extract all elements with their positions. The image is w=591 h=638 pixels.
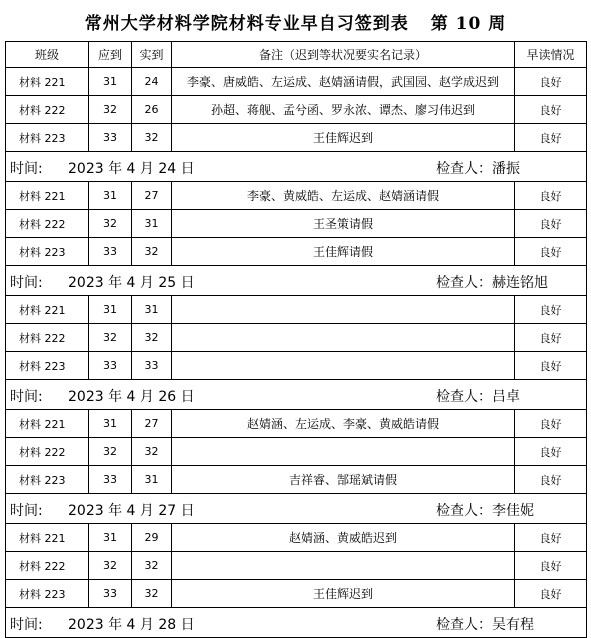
table-row xyxy=(6,438,587,466)
date-row xyxy=(6,494,587,524)
time-label: 时间: xyxy=(10,503,43,519)
table-row xyxy=(6,352,587,380)
expected-count-cell: 31 xyxy=(89,182,132,210)
actual-count-cell: 27 xyxy=(132,182,172,210)
time-label: 时间: xyxy=(10,617,43,633)
status-cell: 良好 xyxy=(515,296,587,324)
inspector-text: 检查人：赫连铭旭 xyxy=(436,275,548,291)
expected-count-cell: 32 xyxy=(89,96,132,124)
table-row xyxy=(6,124,587,152)
sheet-title: 常州大学材料学院材料专业早自习签到表 xyxy=(84,13,409,34)
table-row xyxy=(6,96,587,124)
note-cell: 李豪、黄威皓、左运成、赵婧涵请假 xyxy=(172,182,515,210)
expected-count-cell: 33 xyxy=(89,466,132,494)
table-row xyxy=(6,296,587,324)
expected-count-cell: 32 xyxy=(89,210,132,238)
date-text: 2023 年 4 月 28 日 xyxy=(68,617,195,633)
actual-count-cell: 32 xyxy=(132,552,172,580)
date-text: 2023 年 4 月 25 日 xyxy=(68,275,195,291)
date-text: 2023 年 4 月 24 日 xyxy=(68,161,195,177)
table-row xyxy=(6,410,587,438)
inspector-text: 检查人：吕卓 xyxy=(436,389,520,405)
status-cell: 良好 xyxy=(515,182,587,210)
actual-count-cell: 33 xyxy=(132,352,172,380)
class-cell: 材料 221 xyxy=(6,296,89,324)
expected-count-cell: 33 xyxy=(89,580,132,608)
status-cell: 良好 xyxy=(515,580,587,608)
status-cell: 良好 xyxy=(515,68,587,96)
class-cell: 材料 223 xyxy=(6,124,89,152)
expected-count-cell: 32 xyxy=(89,552,132,580)
expected-count-cell: 31 xyxy=(89,524,132,552)
header-expected: 应到 xyxy=(89,42,132,68)
table-row xyxy=(6,524,587,552)
week-label: 第 10 周 xyxy=(430,13,507,34)
class-cell: 材料 221 xyxy=(6,410,89,438)
note-cell xyxy=(172,296,515,324)
expected-count-cell: 32 xyxy=(89,324,132,352)
status-cell: 良好 xyxy=(515,410,587,438)
class-cell: 材料 223 xyxy=(6,238,89,266)
actual-count-cell: 32 xyxy=(132,238,172,266)
table-row xyxy=(6,552,587,580)
class-cell: 材料 222 xyxy=(6,96,89,124)
date-cell xyxy=(6,494,587,524)
note-cell: 赵婧涵、左运成、李豪、黄威皓请假 xyxy=(172,410,515,438)
note-cell xyxy=(172,438,515,466)
note-cell xyxy=(172,552,515,580)
date-cell xyxy=(6,380,587,410)
attendance-table xyxy=(5,41,587,638)
status-cell: 良好 xyxy=(515,438,587,466)
class-cell: 材料 221 xyxy=(6,182,89,210)
actual-count-cell: 27 xyxy=(132,410,172,438)
actual-count-cell: 32 xyxy=(132,124,172,152)
table-row xyxy=(6,68,587,96)
expected-count-cell: 33 xyxy=(89,352,132,380)
actual-count-cell: 31 xyxy=(132,466,172,494)
class-cell: 材料 222 xyxy=(6,210,89,238)
time-label: 时间: xyxy=(10,161,43,177)
note-cell: 王圣策请假 xyxy=(172,210,515,238)
note-cell xyxy=(172,352,515,380)
status-cell: 良好 xyxy=(515,96,587,124)
note-cell: 赵婧涵、黄威皓迟到 xyxy=(172,524,515,552)
status-cell: 良好 xyxy=(515,210,587,238)
actual-count-cell: 32 xyxy=(132,438,172,466)
table-row xyxy=(6,466,587,494)
date-row xyxy=(6,380,587,410)
inspector-text: 检查人：李佳妮 xyxy=(436,503,534,519)
status-cell: 良好 xyxy=(515,124,587,152)
date-cell xyxy=(6,266,587,296)
expected-count-cell: 33 xyxy=(89,124,132,152)
actual-count-cell: 32 xyxy=(132,324,172,352)
class-cell: 材料 222 xyxy=(6,324,89,352)
date-cell xyxy=(6,152,587,182)
class-cell: 材料 222 xyxy=(6,438,89,466)
status-cell: 良好 xyxy=(515,324,587,352)
expected-count-cell: 33 xyxy=(89,238,132,266)
table-row xyxy=(6,324,587,352)
inspector-text: 检查人：吴有程 xyxy=(436,617,534,633)
time-label: 时间: xyxy=(10,389,43,405)
note-cell: 吉祥睿、郜瑶斌请假 xyxy=(172,466,515,494)
status-cell: 良好 xyxy=(515,352,587,380)
date-text: 2023 年 4 月 27 日 xyxy=(68,503,195,519)
header-class: 班级 xyxy=(6,42,89,68)
class-cell: 材料 223 xyxy=(6,580,89,608)
table-header-row xyxy=(6,42,587,68)
expected-count-cell: 31 xyxy=(89,296,132,324)
time-label: 时间: xyxy=(10,275,43,291)
note-cell: 王佳辉迟到 xyxy=(172,124,515,152)
note-cell xyxy=(172,324,515,352)
date-row xyxy=(6,608,587,638)
table-row xyxy=(6,238,587,266)
actual-count-cell: 24 xyxy=(132,68,172,96)
class-cell: 材料 221 xyxy=(6,68,89,96)
table-row xyxy=(6,182,587,210)
status-cell: 良好 xyxy=(515,238,587,266)
class-cell: 材料 221 xyxy=(6,524,89,552)
header-note: 备注（迟到等状况要实名记录） xyxy=(172,42,515,68)
actual-count-cell: 29 xyxy=(132,524,172,552)
header-status: 早读情况 xyxy=(515,42,587,68)
class-cell: 材料 222 xyxy=(6,552,89,580)
inspector-text: 检查人：潘振 xyxy=(436,161,520,177)
note-cell: 王佳辉迟到 xyxy=(172,580,515,608)
class-cell: 材料 223 xyxy=(6,352,89,380)
note-cell: 孙超、蒋舰、孟兮函、罗永浓、谭杰、廖习伟迟到 xyxy=(172,96,515,124)
date-row xyxy=(6,266,587,296)
note-cell: 李豪、唐威皓、左运成、赵婧涵请假，武国园、赵学成迟到 xyxy=(172,68,515,96)
header-actual: 实到 xyxy=(132,42,172,68)
actual-count-cell: 31 xyxy=(132,296,172,324)
class-cell: 材料 223 xyxy=(6,466,89,494)
status-cell: 良好 xyxy=(515,524,587,552)
actual-count-cell: 31 xyxy=(132,210,172,238)
date-row xyxy=(6,152,587,182)
date-cell xyxy=(6,608,587,638)
actual-count-cell: 26 xyxy=(132,96,172,124)
actual-count-cell: 32 xyxy=(132,580,172,608)
expected-count-cell: 31 xyxy=(89,410,132,438)
expected-count-cell: 32 xyxy=(89,438,132,466)
sheet-title-bar xyxy=(0,0,591,42)
status-cell: 良好 xyxy=(515,552,587,580)
table-row xyxy=(6,580,587,608)
table-row xyxy=(6,210,587,238)
expected-count-cell: 31 xyxy=(89,68,132,96)
status-cell: 良好 xyxy=(515,466,587,494)
date-text: 2023 年 4 月 26 日 xyxy=(68,389,195,405)
note-cell: 王佳辉请假 xyxy=(172,238,515,266)
